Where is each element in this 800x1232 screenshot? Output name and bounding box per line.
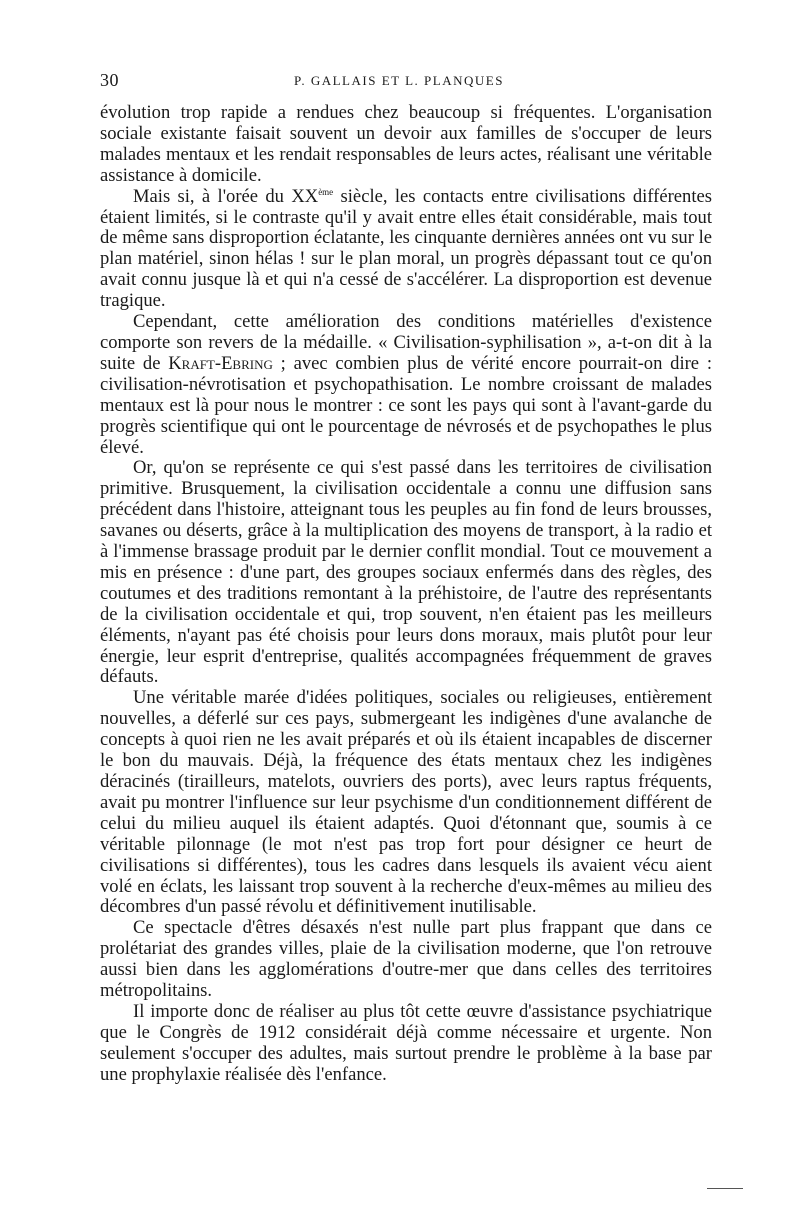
paragraph-3-text-a: Cependant, cette amélioration des conditions matérielles d'existence comporte son revers de la médaille. « Civilisation-syphilisation », a-t-on dit à la suite de bbox=[100, 311, 712, 374]
paragraph-3-text-b: ; avec combien plus de vérité encore pourrait-on dire : civilisation-névrotisation et psychopathisation. Le nombre croissant de malades mentaux est là pour nous le montrer : ce sont les pays qui sont à l'avant-garde du progrès scientifique qui ont le pourcentage de névrosés et de psychopathes le plus élevé. bbox=[100, 352, 712, 458]
paragraph-5: Une véritable marée d'idées politiques, sociales ou religieuses, entièrement nouvelles, a déferlé sur ces pays, submergeant les indigènes d'une avalanche de concepts à quoi rien ne les avait préparés et où ils étaient incapables de discerner le bon du mauvais. Déjà, la fréquence des états mentaux chez les indigènes déracinés (tirailleurs, matelots, ouvriers des ports), avec leurs raptus fréquents, avait pu montrer l'influence sur leur psychisme d'un conditionnement différent de celui du milieu auquel ils étaient adaptés. Quoi d'étonnant que, soumis à ce véritable pilonnage (le mot n'est pas trop fort pour désigner ce heurt de civilisations si différentes), tous les cadres dans lesquels ils avaient vécu aient volé en éclats, les laissant trop souvent à la recherche d'eux-mêmes au milieu des décombres d'un passé révolu et définitivement inutilisable. bbox=[100, 687, 712, 918]
running-head: P. GALLAIS ET L. PLANQUES bbox=[294, 73, 504, 88]
century-numeral: XX bbox=[291, 185, 319, 207]
paragraph-1: évolution trop rapide a rendues chez beaucoup si fréquentes. L'organisation sociale existante faisait souvent un devoir aux familles de s'occuper de leurs malades mentaux et les rendait responsables de leurs actes, réalisant une véritable assistance à domicile. bbox=[100, 102, 712, 186]
page-number: 30 bbox=[100, 70, 119, 90]
author-name: Kraft-Ebring bbox=[168, 352, 273, 374]
paragraph-7: Il importe donc de réaliser au plus tôt cette œuvre d'assistance psychiatrique que le Congrès de 1912 considérait déjà comme nécessaire et urgente. Non seulement s'occuper des adultes, mais surtout prendre le problème à la base par une prophylaxie réalisée dès l'enfance. bbox=[100, 1000, 712, 1085]
body-text bbox=[100, 103, 712, 1086]
paragraph-2 bbox=[100, 187, 712, 312]
paragraph-4: Or, qu'on se représente ce qui s'est passé dans les territoires de civilisation primitive. Brusquement, la civilisation occidentale a connu une diffusion sans précédent dans l'histoire, atteignant tous les peuples au fin fond de leurs brousses, savanes ou déserts, grâce à la multiplication des moyens de transport, à la radio et à l'immense brassage produit par le dernier conflit mondial. Tout ce mouvement a mis en présence : d'une part, des groupes sociaux enfermés dans des règles, des coutumes et des traditions remontant à la préhistoire, de l'autre des représentants de la civilisation occidentale et qui, trop souvent, n'en étaient pas les meilleurs éléments, n'ayant pas été choisis pour leurs dons moraux, mais plutôt pour leur énergie, leur esprit d'entreprise, qualités accompagnées fréquemment de graves défauts. bbox=[100, 457, 712, 688]
paragraph-6: Ce spectacle d'êtres désaxés n'est nulle part plus frappant que dans ce prolétariat des grandes villes, plaie de la civilisation moderne, que l'on retrouve aussi bien dans les agglomérations d'outre-mer que dans celles des territoires métropolitains. bbox=[100, 917, 712, 1002]
century-superscript: ème bbox=[318, 186, 334, 197]
paragraph-3 bbox=[100, 312, 712, 458]
page-header bbox=[100, 70, 698, 96]
printer-mark bbox=[707, 1188, 743, 1189]
paragraph-2-text-a: Mais si, à l'orée du bbox=[133, 185, 292, 207]
paragraph-2-text-b: siècle, les contacts entre civilisations différentes étaient limités, si le contraste qu'il y avait entre elles était considérable, mais tout de même sans disproportion éclatante, les cinquante dernières années ont vu sur le plan matériel, sinon hélas ! sur le plan moral, un progrès dépassant tout ce qu'on avait connu jusque là et qui n'a cessé de s'accélérer. La disproportion est devenue tragique. bbox=[100, 185, 712, 312]
